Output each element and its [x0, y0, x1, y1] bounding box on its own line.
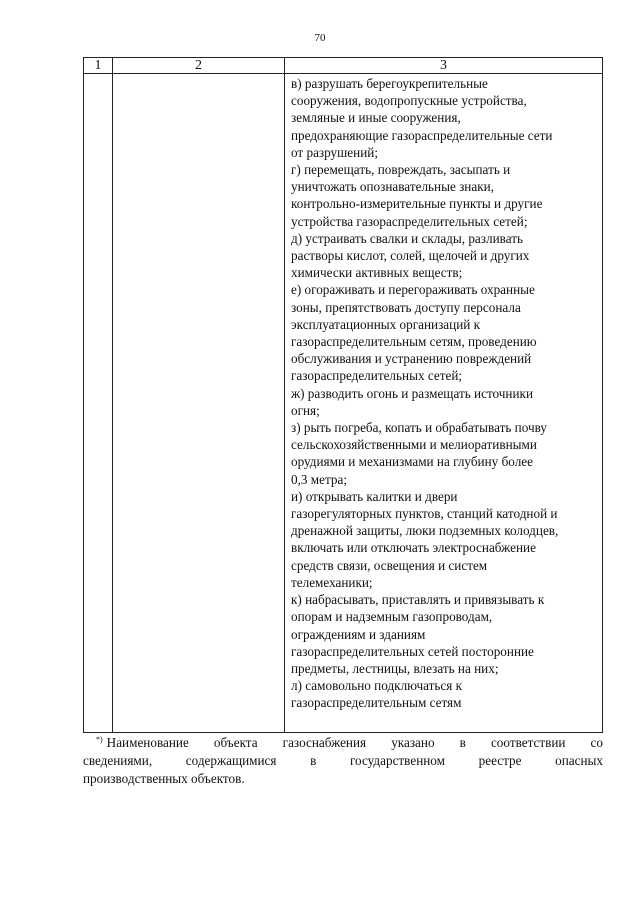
- list-item-line: телемеханики;: [291, 574, 373, 590]
- footnote-word: в: [459, 735, 466, 750]
- list-item-line: газораспределительным сетям, проведению: [291, 334, 537, 350]
- footnote-word: содержащимися: [185, 753, 277, 768]
- footnote-word: указано: [391, 735, 435, 750]
- table-header-row: [84, 58, 603, 74]
- list-item-line: газорегуляторных пунктов, станций катодной и: [291, 506, 558, 522]
- list-item-line: газораспределительным сетям: [291, 695, 462, 711]
- table-row: [84, 74, 603, 733]
- list-item-line: и) открывать калитки и двери: [291, 488, 458, 504]
- list-item-line: ограждениям и зданиям: [291, 626, 426, 642]
- footnote-word: соответствии: [490, 735, 566, 750]
- list-item-line: земляные и иные сооружения,: [291, 110, 461, 126]
- list-item-line: д) устраивать свалки и склады, разливать: [291, 230, 523, 246]
- list-item-line: г) перемещать, повреждать, засыпать и: [291, 162, 511, 178]
- list-item-line: опорам и надземным газопроводам,: [291, 609, 493, 625]
- footnote-word: Наименование: [106, 735, 189, 750]
- cell-column-3: [285, 74, 603, 733]
- footnote-line-3: производственных объектов.: [83, 771, 245, 786]
- list-item-line: предметы, лестницы, влезать на них;: [291, 660, 499, 676]
- cell-column-2: [113, 74, 285, 733]
- list-item-line: контрольно-измерительные пункты и другие: [291, 196, 543, 212]
- footnote-word: со: [590, 735, 603, 750]
- footnote-line-1: [83, 734, 603, 752]
- list-item-line: газораспределительных сетей;: [291, 368, 463, 384]
- footnote-first-word: [96, 734, 189, 752]
- list-item-line: газораспределительных сетей посторонние: [291, 643, 534, 659]
- list-item-line: растворы кислот, солей, щелочей и других: [291, 248, 530, 264]
- list-item-line: дренажной защиты, люки подземных колодцев,: [291, 523, 559, 539]
- column-header-3: 3: [285, 58, 603, 74]
- list-item-line: предохраняющие газораспределительные сети: [291, 127, 553, 143]
- page-number: 70: [314, 32, 326, 44]
- list-item-line: л) самовольно подключаться к: [291, 678, 463, 694]
- list-item-line: химически активных веществ;: [291, 265, 463, 281]
- footnote-word: в: [310, 753, 317, 768]
- list-item-line: устройства газораспределительных сетей;: [291, 213, 528, 229]
- list-item-line: орудиями и механизмами на глубину более: [291, 454, 533, 470]
- list-item-line: обслуживания и устранению повреждений: [291, 351, 532, 367]
- list-item-line: 0,3 метра;: [291, 471, 348, 487]
- footnote-word: реестре: [478, 753, 522, 768]
- list-item-line: з) рыть погреба, копать и обрабатывать почву: [291, 420, 547, 436]
- cell-column-1: [84, 74, 113, 733]
- footnote: [83, 734, 603, 788]
- list-item-line: эксплуатационных организаций к: [291, 316, 481, 332]
- footnote-word: государственном: [349, 753, 445, 768]
- column-header-1: 1: [84, 58, 113, 74]
- list-item-line: сооружения, водопропускные устройства,: [291, 93, 527, 109]
- list-item-line: зоны, препятствовать доступу персонала: [291, 299, 521, 315]
- document-table: [83, 57, 603, 733]
- footnote-word: объекта: [213, 735, 258, 750]
- list-item-line: е) огораживать и перегораживать охранные: [291, 282, 535, 298]
- list-item-line: от разрушений;: [291, 144, 378, 160]
- footnote-word: сведениями,: [83, 753, 153, 768]
- list-item-line: в) разрушать берегоукрепительные: [291, 76, 488, 91]
- footnote-word: опасных: [555, 753, 603, 768]
- list-item-line: включать или отключать электроснабжение: [291, 540, 536, 556]
- list-item-line: средств связи, освещения и систем: [291, 557, 488, 573]
- list-item-line: уничтожать опознавательные знаки,: [291, 179, 494, 195]
- footnote-word: газоснабжения: [282, 735, 367, 750]
- column-header-2: 2: [113, 58, 285, 74]
- list-item-line: огня;: [291, 402, 320, 418]
- prohibitions-list: [285, 74, 602, 712]
- list-item-line: к) набрасывать, приставлять и привязывать к: [291, 592, 545, 608]
- footnote-line-2: [83, 752, 603, 770]
- footnote-mark: *): [96, 734, 103, 744]
- list-item-line: сельскохозяйственными и мелиоративными: [291, 437, 537, 453]
- list-item-line: ж) разводить огонь и размещать источники: [291, 385, 534, 401]
